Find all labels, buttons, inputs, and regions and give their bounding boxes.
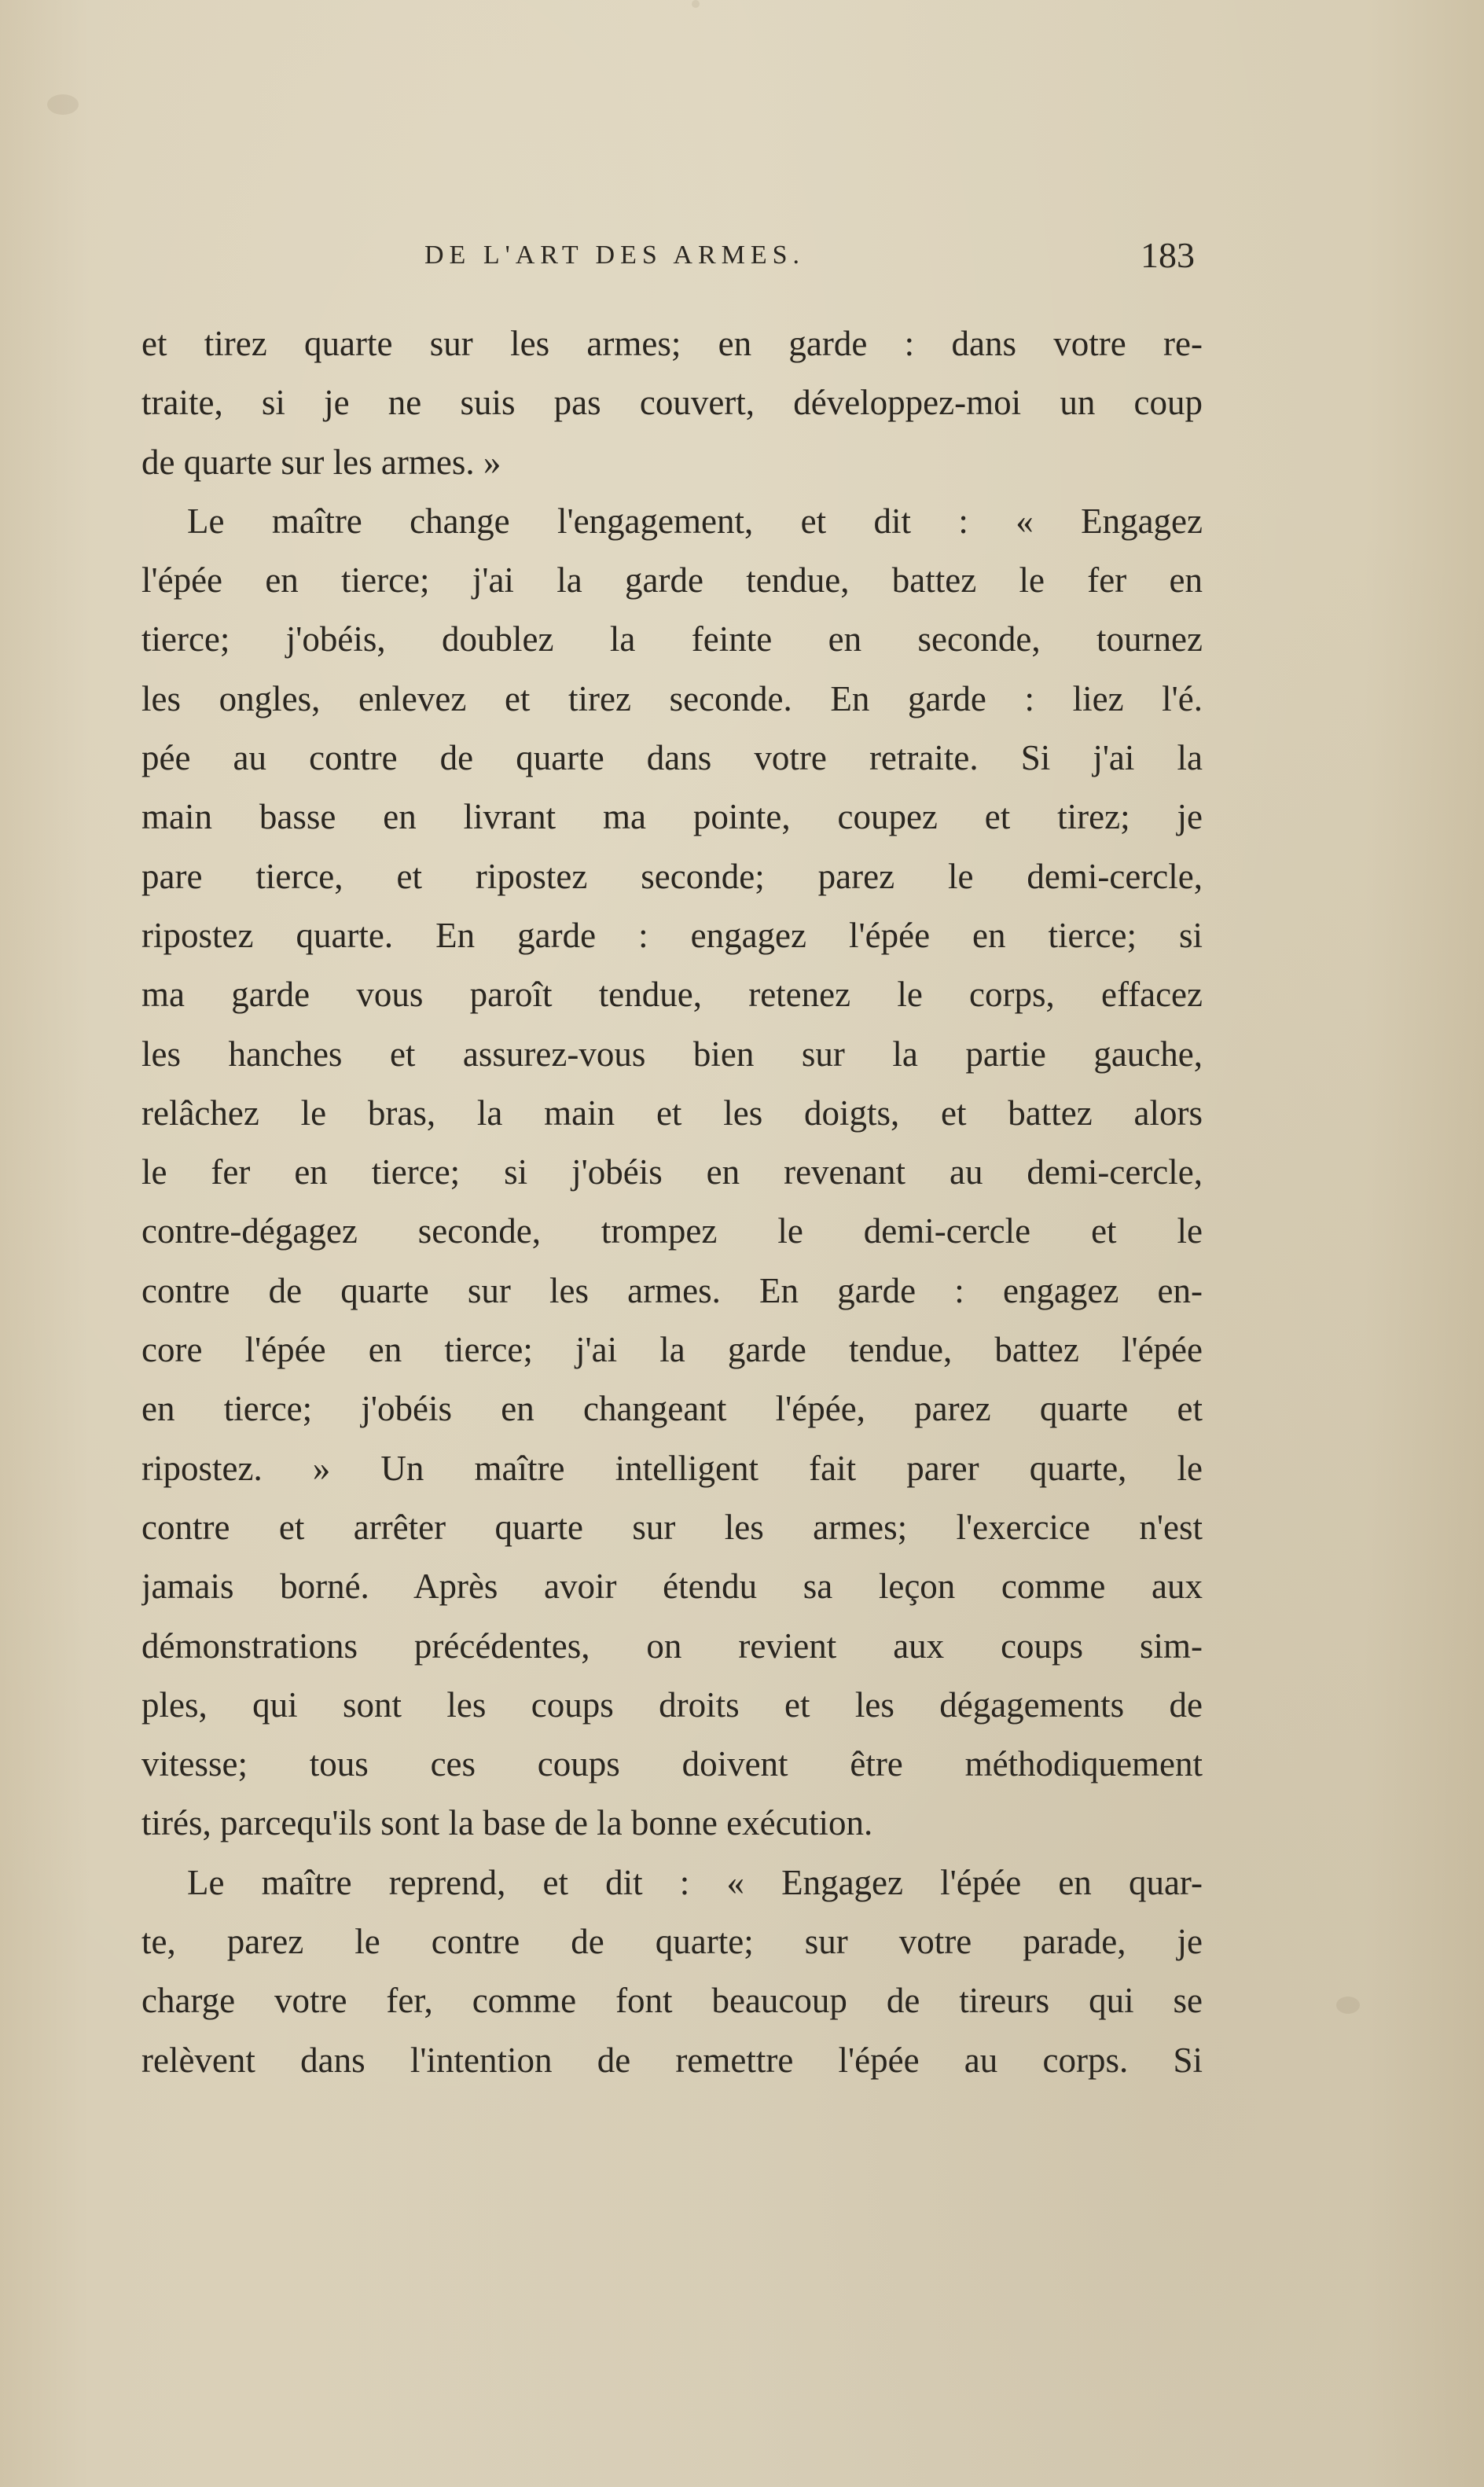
running-title: DE L'ART DES ARMES. [424, 241, 806, 270]
page-header [424, 235, 1195, 288]
text-line: contre de quarte sur les armes. En garde : engagez en- [141, 1270, 1203, 1310]
text-line: tirés, parcequ'ils sont la base de la bonne exécution. [141, 1803, 873, 1843]
text-line: les hanches et assurez-vous bien sur la partie gauche, [141, 1034, 1203, 1074]
text-line: Le maître reprend, et dit : « Engagez l'épée en quar- [187, 1862, 1203, 1902]
text-line: vitesse; tous ces coups doivent être méthodiquement [141, 1744, 1203, 1784]
text-line: de quarte sur les armes. » [141, 442, 501, 482]
text-line: contre et arrêter quarte sur les armes; l'exercice n'est [141, 1507, 1203, 1547]
text-line: ripostez quarte. En garde : engagez l'épée en tierce; si [141, 915, 1203, 955]
page-number: 183 [1141, 235, 1195, 275]
text-line: le fer en tierce; si j'obéis en revenant au demi-cercle, [141, 1152, 1203, 1192]
text-line: pée au contre de quarte dans votre retraite. Si j'ai la [141, 738, 1203, 778]
text-line: Le maître change l'engagement, et dit : « Engagez [187, 501, 1203, 541]
text-line: relèvent dans l'intention de remettre l'épée au corps. Si [141, 2040, 1203, 2080]
text-line: te, parez le contre de quarte; sur votre parade, je [141, 1922, 1203, 1962]
text-line: traite, si je ne suis pas couvert, développez-moi un coup [141, 383, 1203, 423]
text-line: jamais borné. Après avoir étendu sa leçon comme aux [141, 1567, 1203, 1607]
text-line: pare tierce, et ripostez seconde; parez le demi-cercle, [141, 856, 1203, 896]
paper-stain [47, 94, 79, 115]
text-line: ples, qui sont les coups droits et les dégagements de [141, 1684, 1203, 1725]
text-line: en tierce; j'obéis en changeant l'épée, parez quarte et [141, 1389, 1203, 1429]
text-line: main basse en livrant ma pointe, coupez et tirez; je [141, 797, 1203, 837]
paper-stain [1336, 1997, 1360, 2014]
text-line: core l'épée en tierce; j'ai la garde tendue, battez l'épée [141, 1330, 1203, 1370]
text-line: l'épée en tierce; j'ai la garde tendue, battez le fer en [141, 560, 1203, 601]
paper-stain [692, 0, 700, 8]
text-line: démonstrations précédentes, on revient aux coups sim- [141, 1626, 1203, 1666]
text-line: ma garde vous paroît tendue, retenez le corps, effacez [141, 975, 1203, 1015]
text-line: et tirez quarte sur les armes; en garde : dans votre re- [141, 324, 1203, 363]
text-line: les ongles, enlevez et tirez seconde. En garde : liez l'é. [141, 678, 1203, 718]
text-line: relâchez le bras, la main et les doigts, et battez alors [141, 1093, 1203, 1133]
text-line: tierce; j'obéis, doublez la feinte en seconde, tournez [141, 619, 1203, 659]
text-line: contre-dégagez seconde, trompez le demi-cercle et le [141, 1211, 1203, 1251]
body-text [141, 314, 1203, 2090]
text-line: ripostez. » Un maître intelligent fait parer quarte, le [141, 1448, 1203, 1488]
text-line: charge votre fer, comme font beaucoup de tireurs qui se [141, 1981, 1203, 2021]
